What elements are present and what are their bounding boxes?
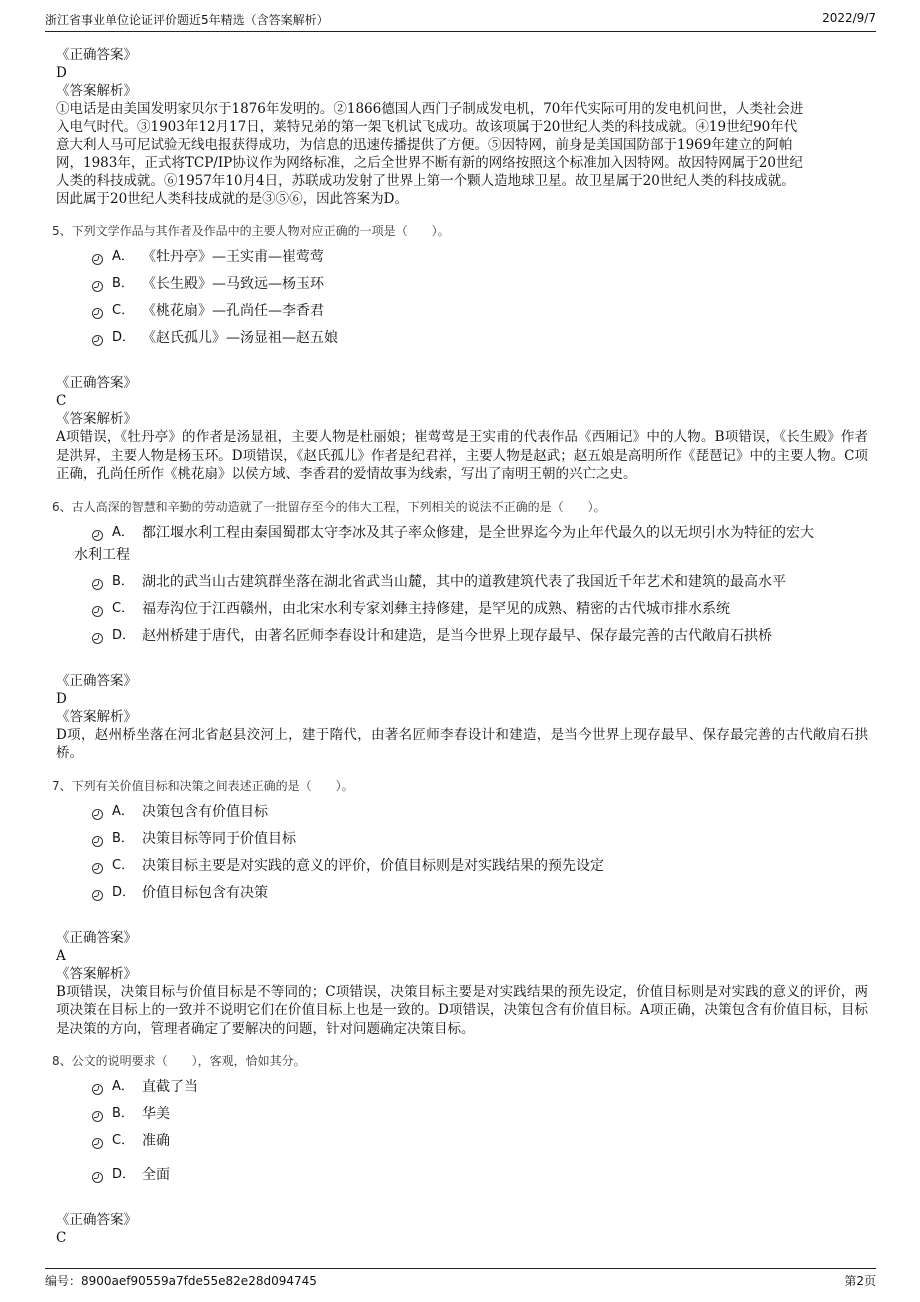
analysis-line: 因此属于20世纪人类科技成就的是③⑤⑥，因此答案为D。 [56,191,409,207]
option-b[interactable]: B． 湖北的武当山古建筑群坐落在湖北省武当山麓，其中的道教建筑代表了我国近千年艺术和建筑的最高水平 [92,571,868,593]
radio-icon[interactable] [92,308,103,319]
option-d[interactable]: D． 价值目标包含有决策 [92,882,868,904]
option-b[interactable]: B． 《长生殿》—马致远—杨玉环 [92,273,868,295]
radio-icon[interactable] [92,530,103,541]
question-stem: 8、公文的说明要求（ ），客观，恰如其分。 [52,1054,306,1068]
correct-answer-value: D [56,690,67,707]
analysis-label: 《答案解析》 [56,83,137,99]
option-c[interactable]: C． 《桃花扇》—孔尚任—李香君 [92,300,868,322]
option-list [74,522,868,647]
question-stem: 5、下列文学作品与其作者及作品中的主要人物对应正确的一项是（ ）。 [52,224,450,238]
radio-icon[interactable] [92,335,103,346]
radio-icon[interactable] [92,890,103,901]
analysis-label: 《答案解析》 [56,965,137,982]
option-b[interactable]: B． 华美 [92,1103,868,1125]
option-c[interactable]: C． 决策目标主要是对实践的意义的评价，价值目标则是对实践结果的预先设定 [92,855,868,877]
analysis-line: 意大利人马可尼试验无线电报获得成功，为信息的迅速传播提供了方便。⑤因特网，前身是美国国防部于1969年建立的阿帕 [56,137,793,153]
analysis-text [56,100,868,208]
option-b[interactable]: B． 决策目标等同于价值目标 [92,828,868,850]
radio-icon[interactable] [92,1111,103,1122]
analysis-text: D项，赵州桥坐落在河北省赵县洨河上，建于隋代，由著名匠师李春设计和建造，是当今世界上现存最早、保存最完善的古代敞肩石拱桥。 [56,726,868,761]
option-d[interactable]: D． 《赵氏孤儿》—汤显祖—赵五娘 [92,327,868,349]
option-list [92,1076,868,1186]
radio-icon[interactable] [92,1172,103,1183]
option-list [92,801,868,904]
document-date: 2022/9/7 [822,11,876,25]
question-stem: 6、古人高深的智慧和辛勤的劳动造就了一批留存至今的伟大工程，下列相关的说法不正确的是（ ）。 [52,499,606,514]
radio-icon[interactable] [92,863,103,874]
radio-icon[interactable] [92,579,103,590]
option-d[interactable]: D． 赵州桥建于唐代，由著名匠师李春设计和建造，是当今世界上现存最早、保存最完善的古代敞肩石拱桥 [92,625,868,647]
option-list [92,246,868,349]
analysis-line: ①电话是由美国发明家贝尔于1876年发明的。②1866德国人西门子制成发电机，70年代实际可用的发电机问世，人类社会进 [56,101,804,117]
correct-answer-label: 《正确答案》 [56,672,137,689]
analysis-label: 《答案解析》 [56,708,137,725]
analysis-line: 人类的科技成就。⑥1957年10月4日，苏联成功发射了世界上第一个颗人造地球卫星。故卫星属于20世纪人类的科技成就。 [56,173,795,189]
option-d[interactable]: D． 全面 [92,1164,868,1186]
option-text-continued: 水利工程 [74,546,130,563]
option-c[interactable]: C． 准确 [92,1130,868,1152]
question-stem: 7、下列有关价值目标和决策之间表述正确的是（ ）。 [52,778,354,793]
option-a[interactable]: A． 决策包含有价值目标 [92,801,868,823]
radio-icon[interactable] [92,1084,103,1095]
option-c[interactable]: C． 福寿沟位于江西赣州，由北宋水利专家刘彝主持修建，是罕见的成熟、精密的古代城市排水系统 [92,598,868,620]
page-content [52,46,868,1247]
correct-answer-label: 《正确答案》 [56,375,137,391]
correct-answer-value: C [56,393,67,409]
page-number: 第2页 [844,1274,876,1288]
analysis-text: A项错误，《牡丹亭》的作者是汤显祖，主要人物是杜丽娘；崔莺莺是王实甫的代表作品《西厢记》中的人物。B项错误，《长生殿》作者是洪昇，主要人物是杨玉环。D项错误，《赵氏孤儿》作者是纪君祥，主要人物是赵武；赵五娘是高明所作《琵琶记》中的主要人物。C项正确，孔尚任所作《桃花扇》以侯方域、李香君的爱情故事为线索，写出了南明王朝的兴亡之史。 [56,429,868,482]
page-header [45,11,876,32]
correct-answer-value: D [56,65,67,81]
page-footer [45,1268,876,1291]
option-a[interactable]: A． 都江堰水利工程由秦国蜀郡太守李冰及其子率众修建，是全世界迄今为止年代最久的以无坝引水为特征的宏大 水利工程 [92,522,868,566]
radio-icon[interactable] [92,281,103,292]
correct-answer-label: 《正确答案》 [56,47,137,63]
analysis-label: 《答案解析》 [56,411,137,427]
document-title: 浙江省事业单位论证评价题近5年精选（含答案解析） [45,13,329,27]
correct-answer-label: 《正确答案》 [56,1212,137,1228]
correct-answer-label: 《正确答案》 [56,929,137,946]
analysis-text: B项错误，决策目标与价值目标是不等同的；C项错误，决策目标主要是对实践结果的预先设定，价值目标则是对实践的意义的评价，两项决策在目标上的一致并不说明它们在价值目标上也是一致的。D项错误，决策包含有价值目标。A项正确，决策包含有价值目标，目标是决策的方向，管理者确定了要解决的问题，针对问题确定决策目标。 [56,983,868,1037]
correct-answer-value: C [56,1230,67,1246]
radio-icon[interactable] [92,254,103,265]
radio-icon[interactable] [92,809,103,820]
correct-answer-value: A [56,947,66,964]
analysis-line: 网，1983年，正式将TCP/IP协议作为网络标准，之后全世界不断有新的网络按照这个标准加入因特网。故因特网属于20世纪 [56,155,803,171]
radio-icon[interactable] [92,606,103,617]
radio-icon[interactable] [92,633,103,644]
radio-icon[interactable] [92,836,103,847]
radio-icon[interactable] [92,1138,103,1149]
option-a[interactable]: A． 《牡丹亭》—王实甫—崔莺莺 [92,246,868,268]
document-code: 编号：8900aef90559a7fde55e82e28d094745 [45,1274,317,1288]
analysis-line: 入电气时代。③1903年12月17日，莱特兄弟的第一架飞机试飞成功。故该项属于20世纪人类的科技成就。④19世纪90年代 [56,119,798,135]
option-a[interactable]: A． 直截了当 [92,1076,868,1098]
